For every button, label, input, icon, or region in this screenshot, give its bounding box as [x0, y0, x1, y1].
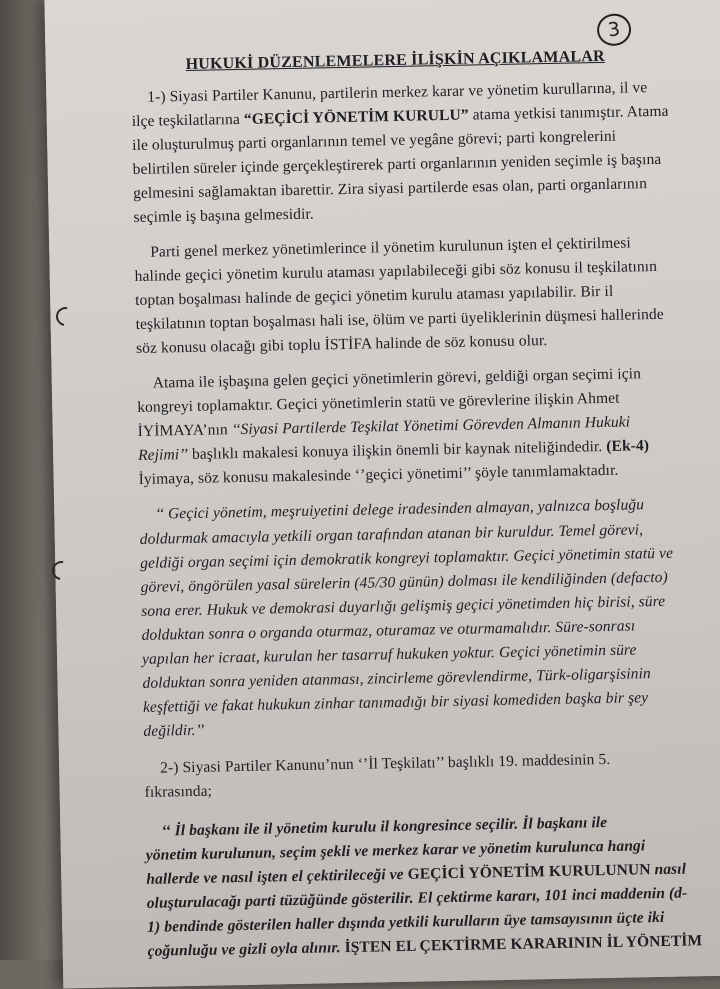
- text-span: başlıklı makalesi konuya ilişkin önemli bir kaynak niteliğindedir.: [187, 437, 607, 464]
- document-title: HUKUKİ DÜZENLEMELERE İLİŞKİN AÇIKLAMALAR: [185, 47, 605, 73]
- text-line: [138, 437, 649, 465]
- text-span-caps: GEÇİCİ YÖNETİM KURULUNUN: [407, 861, 651, 883]
- text-span: atama yetkisi tanımıştır. Atama: [468, 102, 669, 124]
- quote-line: değildir.’’: [143, 721, 205, 740]
- text-line: Parti genel merkez yönetimlerince il yönetim kurulunun işten el çektirilmesi: [150, 234, 631, 261]
- quote-line: geldiği organ seçimi için demokratik kongreyi toplamaktır. Geçici yönetimin statü ve: [140, 544, 674, 572]
- quote-line: doldurmak amacıyla yetkili organ tarafından atanan bir kuruldur. Temel görevi,: [139, 521, 644, 548]
- text-line: söz konusu olacağı gibi toplu İSTİFA halinde de söz konusu olur.: [135, 332, 548, 357]
- text-line: Atama ile işbaşına gelen geçici yönetimlerin görevi, geldiği organ seçimi için: [152, 365, 642, 392]
- text-span: İYİMAYA’nın: [137, 421, 232, 440]
- quote-line: ‘‘ Geçici yönetim, meşruiyetini delege iradesinden almayan, yalnızca boşluğu: [155, 496, 645, 523]
- text-line: İyimaya, söz konusu makalesinde ‘’geçici yönetimi’’ şöyle tanımlamaktadır.: [138, 461, 619, 488]
- text-span: nasıl: [650, 860, 687, 879]
- page-number-circle: 3: [595, 12, 633, 48]
- quote-line: ‘‘ İl başkanı ile il yönetim kurulu il kongresince seçilir. İl başkanı ile: [161, 814, 608, 840]
- text-line: fıkrasında;: [144, 782, 213, 801]
- document-page: [44, 0, 720, 988]
- text-line: 1-) Siyasi Partiler Kanunu, partilerin merkez karar ve yönetim kurullarına, il ve: [147, 79, 648, 106]
- text-span: hallerde ve nasıl işten el çektirileceği ve: [146, 865, 408, 888]
- quote-line: 1) bendinde gösterilen haller dışında yetkili kurulların üye tamsayısının üçte iki: [147, 908, 665, 936]
- text-span-bold: (Ek-4): [606, 437, 650, 455]
- text-line: toptan boşalması halinde de geçici yönetim kurulu ataması yapılabilir. Bir il: [135, 282, 614, 309]
- text-span-bold: “GEÇİCİ YÖNETİM KURULU”: [243, 106, 469, 128]
- text-span-italic: Rejimi’’: [137, 446, 189, 464]
- text-line: kongreyi toplamaktır. Geçici yönetimlerin statü ve görevlerine ilişkin Ahmet: [137, 389, 620, 416]
- quote-line: [146, 861, 686, 889]
- quote-line: yönetim kurulunun, seçim şekli ve merkez karar ve yönetim kurulunca hangi: [145, 837, 646, 864]
- quote-line: dolduktan sonra o organda oturmaz, oturamaz ve oturmamalıdır. Süre-sonrası: [141, 617, 636, 644]
- text-line: seçimle iş başına gelmesidir.: [133, 205, 314, 227]
- quote-line: görevi, öngörülen yasal sürelerin (45/30 günün) dolması ile kendiliğinden (defacto): [140, 568, 668, 596]
- quote-line: sona erer. Hukuk ve demokrasi duyarlığı gelişmiş geçici yönetimden hiç birisi, süre: [140, 592, 666, 620]
- quote-line: [148, 932, 703, 961]
- text-span-caps: İŞTEN EL ÇEKTİRME KARARININ İL YÖNETİM: [344, 932, 703, 957]
- quote-line: yapılan her icraat, kurulan her tasarruf hukuken yoktur. Geçici yönetimin süre: [141, 641, 637, 668]
- text-line: belirtilen süreler içinde gerçekleştirerek parti organlarının yeniden seçimle iş başına: [132, 150, 662, 179]
- quote-line: dolduktan sonra yeniden atanması, zincirleme görevlendirme, Türk-oligarşisinin: [142, 665, 651, 692]
- text-line: [132, 103, 669, 131]
- text-span-italic: ‘‘Siyasi Partilerde Teşkilat Yönetimi Görevden Almanın Hukuki: [231, 413, 631, 439]
- text-line: halinde geçici yönetim kurulu ataması yapılabileceği gibi söz konusu il teşkilatının: [134, 257, 658, 285]
- text-line: ile oluşturulmuş parti organlarının temel ve yegâne görevi; parti kongrelerini: [132, 127, 617, 155]
- text-line: [138, 414, 631, 441]
- text-line: 2-) Siyasi Partiler Kanunu’nun ‘’İl Teşkilatı’’ başlıklı 19. maddesinin 5.: [159, 750, 611, 777]
- quote-line: keşfettiği ve fakat hukukun zinhar tanımadığı bir siyasi komediden başka bir şey: [142, 689, 649, 716]
- text-line: gelmesini sağlamaktan ibarettir. Zira siyasi partilerde esas olan, parti organlarının: [132, 175, 648, 203]
- quote-line: oluşturulacağı parti tüzüğünde gösterilir. El çektirme kararı, 101 inci maddenin (d-: [146, 884, 688, 912]
- text-line: teşkilatının toptan boşalması hali ise, ölüm ve parti üyeliklerinin düşmesi hallerinde: [135, 305, 664, 333]
- text-span: ilçe teşkilatlarına: [131, 110, 245, 131]
- text-span: çoğunluğu ve gizli oyla alınır.: [147, 939, 345, 960]
